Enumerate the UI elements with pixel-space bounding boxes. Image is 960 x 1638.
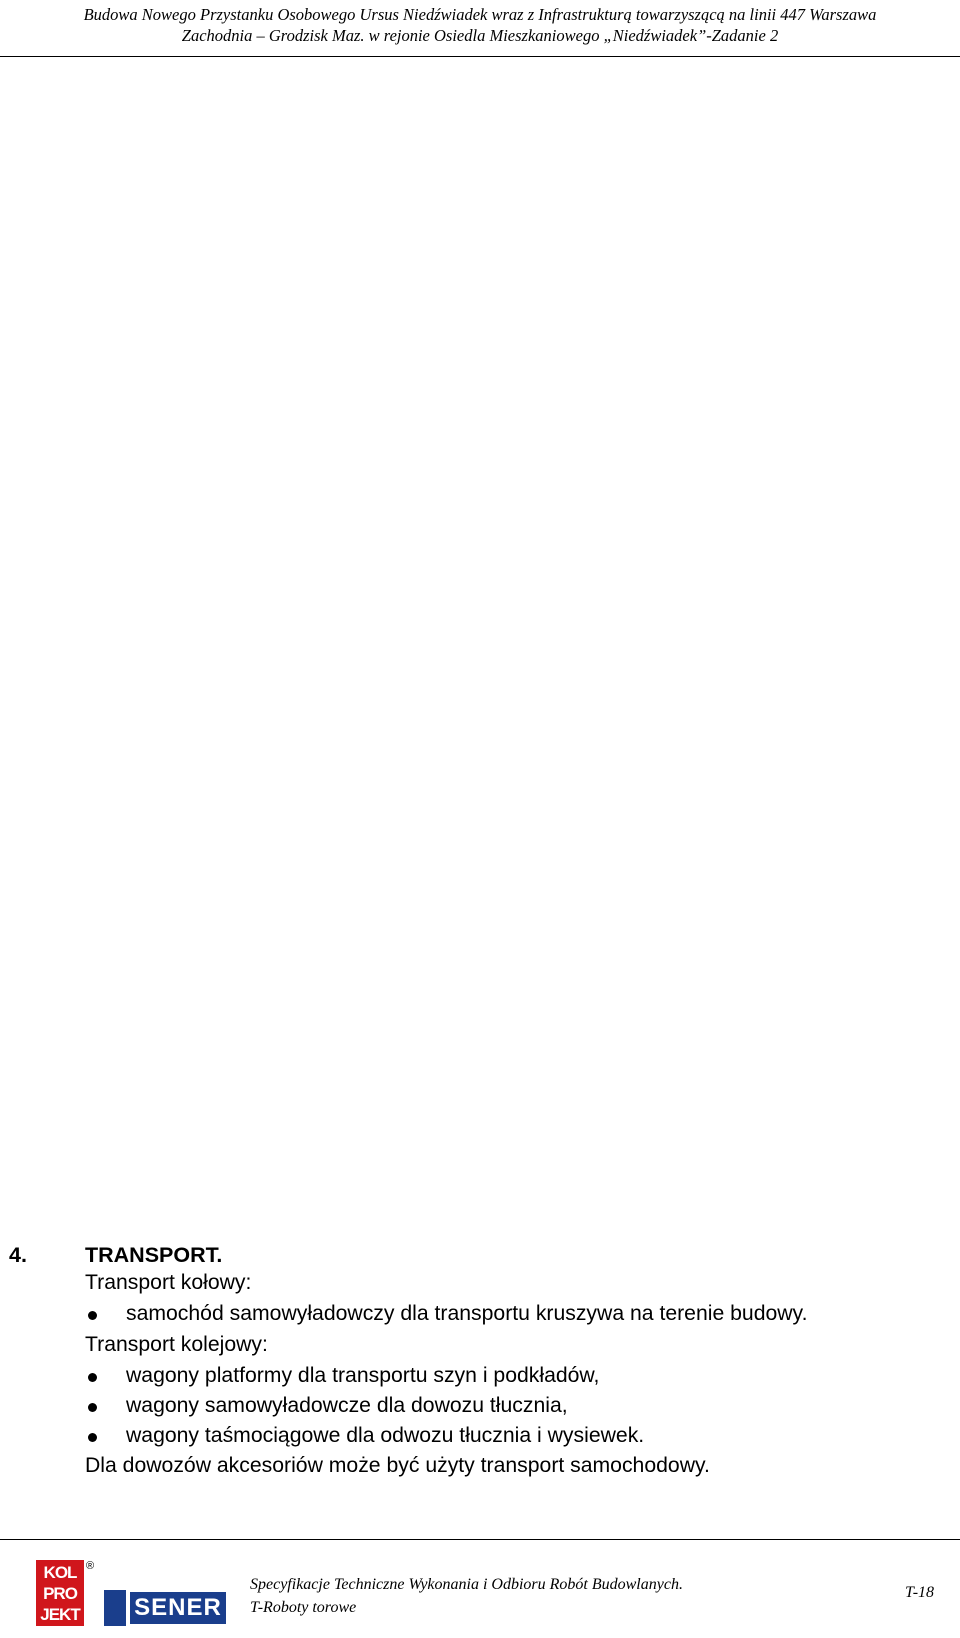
bullet-icon	[88, 1403, 97, 1412]
transport-road-item: samochód samowyładowczy dla transportu kruszywa na terenie budowy.	[126, 1302, 808, 1325]
document-header	[34, 4, 926, 46]
transport-rail-label: Transport kolejowy:	[85, 1333, 268, 1356]
transport-closing-text: Dla dowozów akcesoriów może być użyty transport samochodowy.	[85, 1454, 710, 1477]
sener-mark-icon	[104, 1590, 126, 1626]
sener-logo	[104, 1590, 228, 1628]
transport-rail-item: wagony platformy dla transportu szyn i podkładów,	[126, 1364, 600, 1387]
header-line-2: Zachodnia – Grodzisk Maz. w rejonie Osiedla Mieszkaniowego „Niedźwiadek”-Zadanie 2	[181, 26, 779, 45]
section-number: 4.	[9, 1243, 27, 1267]
transport-rail-item: wagony samowyładowcze dla dowozu tłucznia,	[126, 1394, 568, 1417]
header-line-1: Budowa Nowego Przystanku Osobowego Ursus Niedźwiadek wraz z Infrastrukturą towarzyszącą na linii 447 Warszawa	[83, 5, 877, 24]
transport-rail-item: wagony taśmociągowe dla odwozu tłucznia i wysiewek.	[126, 1424, 645, 1447]
page-number: T-18	[905, 1584, 935, 1601]
kolprojekt-logo	[36, 1560, 84, 1626]
bullet-icon	[88, 1433, 97, 1442]
bullet-icon	[88, 1311, 97, 1320]
kolprojekt-logo-text: KOL PRO JEKT	[40, 1563, 80, 1624]
transport-road-label: Transport kołowy:	[85, 1271, 252, 1294]
footer-subtitle: T-Roboty torowe	[250, 1599, 357, 1616]
footer-divider	[0, 1539, 960, 1540]
registered-mark: ®	[86, 1560, 95, 1572]
section-title: TRANSPORT.	[85, 1243, 223, 1267]
sener-logo-text: SENER	[130, 1592, 226, 1624]
footer-title: Specyfikacje Techniczne Wykonania i Odbioru Robót Budowlanych.	[250, 1576, 683, 1593]
bullet-icon	[88, 1373, 97, 1382]
header-divider	[0, 56, 960, 57]
